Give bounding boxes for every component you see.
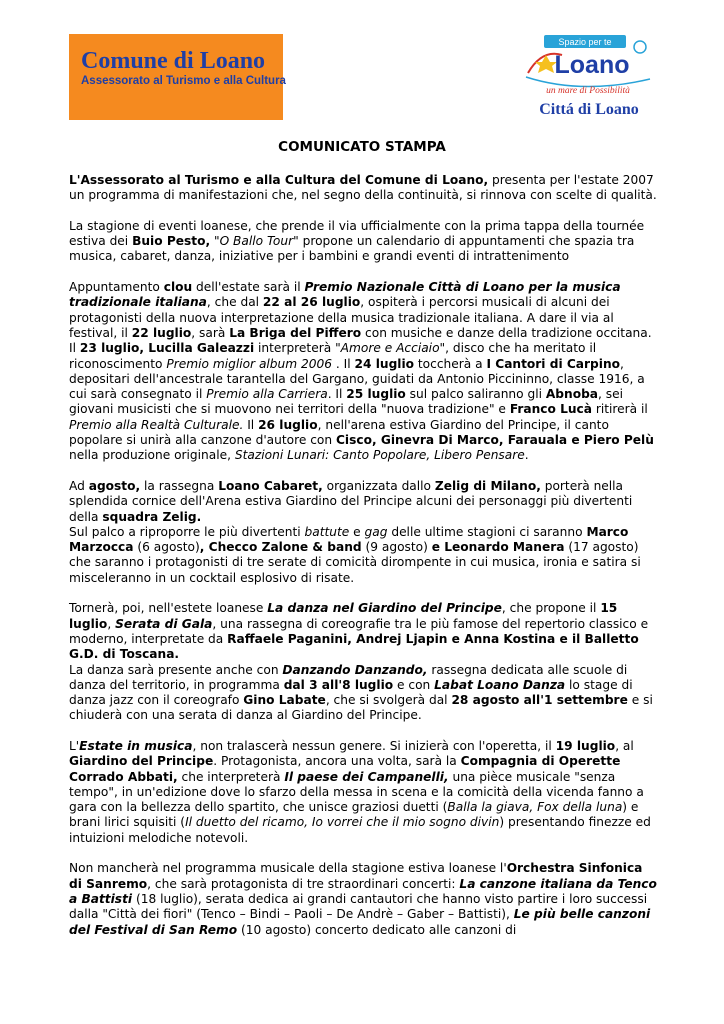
paragraph-cabaret: [69, 479, 659, 586]
text-run: Franco Lucà: [509, 402, 592, 417]
text-run: (10 agosto) concerto dedicato alle canzoni di: [237, 922, 517, 937]
text-run: , sarà: [191, 325, 230, 340]
text-run: La danza nel Giardino del Principe: [267, 601, 502, 616]
comune-di-loano-logo: [69, 34, 286, 120]
text-run: nella produzione originale,: [69, 448, 235, 463]
text-run: . Protagonista, ancora una volta, sarà la: [213, 754, 461, 769]
text-run: agosto,: [88, 478, 141, 493]
text-run: Estate in musica: [79, 738, 193, 753]
text-run: battute: [304, 524, 350, 539]
text-run: , sei giovani musicisti che si muovono nei territori della "nuova tradizione" e: [69, 387, 624, 417]
text-run: Marco Marzocca: [69, 524, 629, 555]
text-run: , ospiterà i percorsi musicali di alcuni dei protagonisti della nuova interpretazione della musica tradizionale italiana. A dare il via al festival, il: [69, 295, 614, 340]
text-run: gag: [364, 524, 388, 539]
text-run: , che dal: [206, 295, 263, 310]
text-run: e: [349, 524, 365, 539]
text-run: rassegna dedicata alle scuole di danza del territorio, in programma: [69, 662, 628, 692]
text-run: 28 agosto all'1 settembre: [451, 693, 628, 708]
text-run: la rassegna: [140, 478, 219, 493]
text-run: porterà nella splendida cornice dell'Arena estiva Giardino del Principe alcuni dei personaggi più divertenti della: [69, 478, 633, 524]
text-run: "O Ballo Tour": [213, 234, 299, 249]
text-run: dell'estate sarà il: [192, 280, 305, 295]
text-run: Orchestra Sinfonica di Sanremo: [69, 861, 643, 891]
brand-slogan: un mare di Possibilità: [546, 86, 630, 96]
text-run: La canzone italiana da Tenco a Battisti: [69, 876, 657, 906]
text-run: Giardino del Principe: [69, 754, 214, 769]
text-run: , depositari dell'ancestrale tarantella del Gargano, guidati da Antonio Piccininno, classe 1916, a cui sarà consegnato il: [69, 356, 645, 402]
text-run: ritirerà il: [592, 402, 648, 417]
text-run: interpreterà: [254, 341, 336, 356]
text-run: propone un calendario di appuntamenti che spazia tra musica, cabaret, danza, iniziative per i bambini e grandi eventi di intrattenimento: [69, 234, 635, 264]
brand-top-text: Spazio per te: [558, 37, 612, 47]
text-run: e con: [393, 677, 435, 692]
text-run: (17 agosto) che saranno i protagonisti di tre serate di comicità dirompente in cui musica, ironia e satira si misceleranno in un cocktail esplosivo di risate.: [69, 540, 641, 585]
text-run: presenta per l'estate 2007 un programma di manifestazioni che, nel segno della continuità, si rinnova con scelte di qualità.: [69, 173, 657, 203]
page-title: COMUNICATO STAMPA: [278, 139, 446, 155]
text-run: , che propone il: [501, 601, 601, 616]
text-run: 25 luglio: [346, 387, 406, 402]
citta-di-loano-logo: [522, 33, 656, 121]
text-run: , disco che ha meritato il riconoscimento: [69, 341, 597, 371]
text-run: Zelig di Milano,: [434, 478, 541, 493]
brand-circle-icon: [634, 41, 646, 53]
paragraph-season: [69, 219, 659, 265]
text-run: 15 luglio: [69, 601, 618, 631]
text-run: 23 luglio, Lucilla Galeazzi: [79, 341, 255, 356]
text-run: Il: [243, 417, 259, 432]
text-run: Le più belle canzoni del Festival di San Remo: [69, 907, 651, 937]
text-run: Tornerà, poi, nell'estete loanese: [69, 601, 268, 616]
text-run: Premio alla Carriera: [206, 387, 328, 402]
text-run: Sul palco a riproporre le più divertenti: [69, 524, 305, 539]
text-run: 26 luglio: [258, 417, 318, 432]
text-run: Stazioni Lunari: Canto Popolare, Libero Pensare: [234, 448, 525, 463]
text-run: (9 agosto): [361, 540, 432, 555]
brand-name: Loano: [554, 51, 630, 79]
text-run: Non mancherà nel programma musicale della stagione estiva loanese l': [69, 861, 507, 876]
text-run: Compagnia di Operette Corrado Abbati,: [69, 754, 621, 784]
text-run: L': [69, 738, 80, 753]
text-run: ,: [107, 616, 116, 631]
text-run: Loano Cabaret,: [218, 478, 323, 493]
text-run: , che si svolgerà dal: [325, 693, 452, 708]
paragraph-danza: [69, 601, 659, 723]
text-run: e Leonardo Manera: [431, 540, 565, 555]
text-run: 19 luglio: [555, 738, 616, 753]
text-run: (18 luglio), serata dedica ai grandi cantautori che hanno visto partire i loro successi dalla "Città dei fiori" (Tenco – Bindi – Paoli – De Andrè – Gaber – Battisti),: [69, 891, 648, 922]
paragraph-premio: [69, 280, 659, 464]
text-run: .: [524, 448, 529, 463]
text-run: La Briga del Piffero: [229, 325, 362, 340]
text-run: L'Assessorato al Turismo e alla Cultura del Comune di Loano,: [69, 173, 489, 187]
text-run: dal 3 all'8 luglio: [283, 677, 394, 692]
text-run: che interpreterà: [177, 769, 285, 784]
press-release-body: [69, 173, 659, 953]
text-run: clou: [163, 280, 193, 295]
text-run: , non tralascerà nessun genere. Si inizierà con l'operetta, il: [192, 738, 556, 753]
text-run: sul palco saliranno gli: [405, 387, 546, 402]
text-run: I Cantori di Carpino: [486, 356, 620, 371]
text-run: Premio alla Realtà Culturale.: [69, 417, 244, 432]
text-run: , al: [615, 738, 634, 753]
logo-subtitle: Assessorato al Turismo e alla Cultura: [81, 75, 286, 87]
text-run: ) e brani lirici squisiti (: [69, 800, 639, 830]
text-run: con musiche e danze della tradizione occitana. Il: [69, 325, 652, 356]
paragraph-orchestra: [69, 861, 659, 937]
text-run: e si chiuderà con una serata di danza al Giardino del Principe.: [69, 693, 653, 723]
text-run: squadra Zelig.: [102, 509, 202, 524]
paragraph-intro: [69, 173, 659, 204]
text-run: Labat Loano Danza: [434, 677, 566, 692]
text-run: delle ultime stagioni ci saranno: [387, 524, 587, 539]
paragraph-estate-musica: [69, 739, 659, 846]
text-run: toccherà a: [414, 356, 487, 371]
text-run: 22 al 26 luglio: [262, 295, 361, 310]
text-run: lo stage di danza jazz con il coreografo: [69, 677, 633, 708]
text-run: Danzando Danzando,: [282, 662, 428, 677]
loano-brand-graphic: [522, 33, 656, 103]
text-run: La danza sarà presente anche con: [69, 662, 283, 677]
text-run: Gino Labate: [243, 693, 326, 708]
text-run: Appuntamento: [69, 280, 164, 295]
text-run: organizzata dallo: [322, 478, 435, 493]
text-run: una pièce musicale "senza tempo", in un'edizione dove lo sfarzo della messa in scena e la comicità della vicenda fanno a gara con la bellezza dello spartito, che unisce graziosi duetti (: [69, 769, 644, 815]
text-run: Raffaele Paganini, Andrej Ljapin e Anna Kostina e il Balletto G.D. di Toscana.: [69, 631, 639, 662]
text-run: 24 luglio: [354, 356, 415, 371]
text-run: , Checco Zalone & band: [199, 540, 362, 555]
text-run: Il duetto del ricamo, Io vorrei che il mio sogno divin: [185, 815, 500, 830]
text-run: 22 luglio: [131, 325, 192, 340]
text-run: (6 agosto): [133, 540, 200, 555]
text-run: Ad: [69, 478, 89, 493]
text-run: Buio Pesto,: [132, 234, 211, 249]
text-run: Cisco, Ginevra Di Marco, Farauala e Piero Pelù: [335, 433, 654, 448]
text-run: Il paese dei Campanelli,: [284, 769, 449, 784]
logo-caption: Cittá di Loano: [539, 101, 639, 118]
text-run: Premio Nazionale Città di Loano per la musica tradizionale italiana: [69, 280, 621, 310]
text-run: Serata di Gala: [115, 616, 213, 631]
text-run: ) presentando finezze ed intuizioni melodiche notevoli.: [69, 815, 651, 845]
text-run: . Il: [327, 387, 347, 402]
text-run: Balla la giava, Fox della luna: [447, 800, 623, 815]
text-run: La stagione di eventi loanese, che prende il via ufficialmente con la prima tappa della tournée estiva dei: [69, 218, 645, 249]
text-run: , che sarà protagonista di tre straordinari concerti:: [147, 876, 460, 891]
text-run: Premio miglior album 2006: [166, 356, 333, 371]
text-run: . Il: [332, 356, 355, 371]
text-run: "Amore e Acciaio": [335, 341, 446, 356]
logo-title: Comune di Loano: [81, 48, 266, 74]
text-run: Abnoba: [545, 387, 599, 402]
text-run: , una rassegna di coreografie tra le più famose del repertorio classico e moderno, interpretate da: [69, 616, 649, 646]
text-run: , nell'arena estiva Giardino del Principe, il canto popolare si unirà alla canzone d'autore con: [69, 417, 609, 448]
